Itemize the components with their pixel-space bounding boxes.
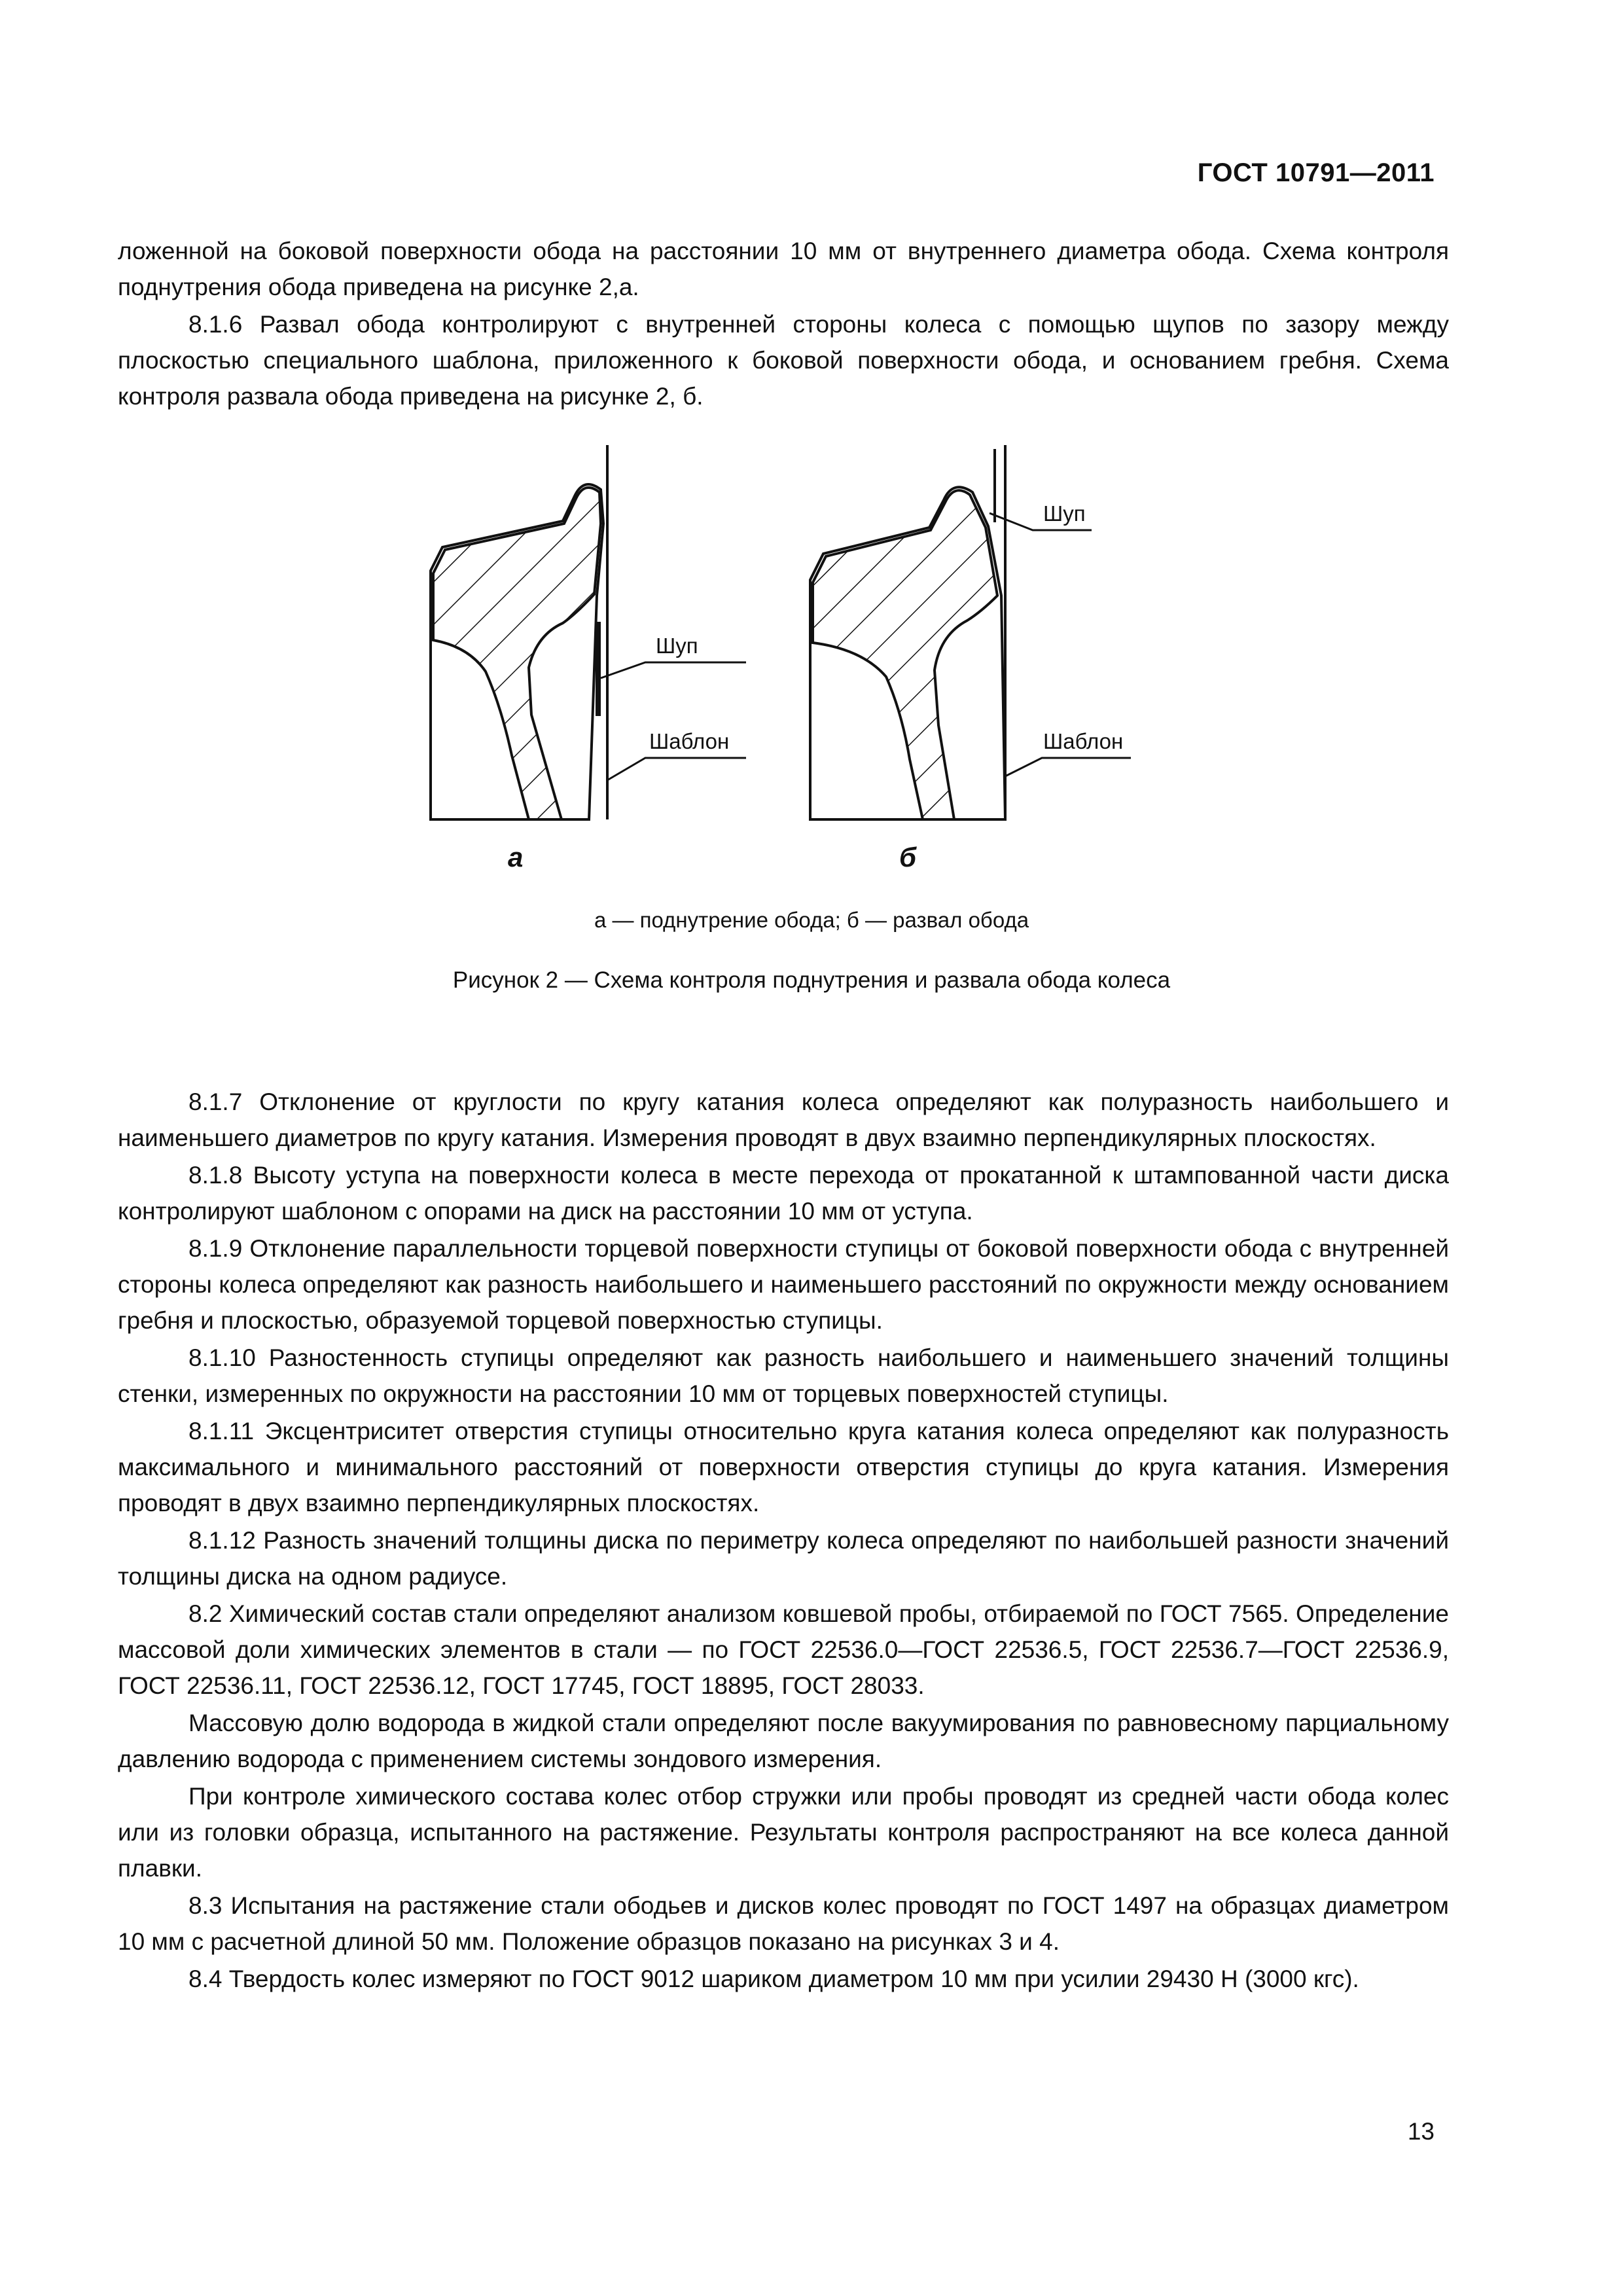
figure-caption: Рисунок 2 — Схема контроля поднутрения и развала обода колеса: [452, 967, 1171, 993]
template-leader-b: [1005, 758, 1131, 776]
paragraph-8-2: 8.2 Химический состав стали определяют анализом ковшевой пробы, отбираемой по ГОСТ 7565. Определение массовой доли химических элементов в стали — по ГОСТ 22536.0—ГОСТ 22536.5, ГОСТ 22536.7—ГОСТ 22536.9, ГОСТ 22536.11, ГОСТ 22536.12, ГОСТ 17745, ГОСТ 18895, ГОСТ 28033.: [118, 1600, 1449, 1699]
probe-leader-a: [601, 662, 746, 678]
rim-section-a: [433, 488, 601, 819]
paragraph-8-1-7: 8.1.7 Отклонение от круглости по кругу катания колеса определяют как полуразность наибольшего и наименьшего диаметров по кругу катания. Измерения проводят в двух взаимно перпендикулярных плоскостях.: [118, 1088, 1449, 1151]
figure-2-drawing: [0, 419, 1623, 877]
standard-header: ГОСТ 10791—2011: [1197, 158, 1435, 187]
paragraph-8-4: 8.4 Твердость колес измеряют по ГОСТ 9012 шариком диаметром 10 мм при усилии 29430 Н (3000 кгс).: [188, 1965, 1359, 1992]
paragraph-chem-control: При контроле химического состава колес отбор стружки или пробы проводят из средней части обода колес или из головки образца, испытанного на растяжение. Результаты контроля распространяют на все колеса данной плавки.: [118, 1783, 1449, 1882]
paragraph-hydrogen: Массовую долю водорода в жидкой стали определяют после вакуумирования по равновесному парциальному давлению водорода с применением системы зондового измерения.: [118, 1710, 1449, 1772]
paragraph-8-1-11: 8.1.11 Эксцентриситет отверстия ступицы относительно круга катания колеса определяют как полуразность максимального и минимального расстояний от поверхности отверстия ступицы до круга катания. Измерения проводят в двух взаимно перпендикулярных плоскостях.: [118, 1418, 1449, 1516]
main-text-block: [118, 1084, 1449, 1997]
drawing-a: [431, 445, 746, 819]
paragraph-8-1-10: 8.1.10 Разностенность ступицы определяют как разность наибольшего и наименьшего значений толщины стенки, измеренных по окружности на расстоянии 10 мм от торцевых поверхностей ступицы.: [118, 1344, 1449, 1407]
figure-2: [0, 419, 1623, 877]
paragraph-8-1-12: 8.1.12 Разность значений толщины диска по периметру колеса определяют по наибольшей разности значений толщины диска на одном радиусе.: [118, 1527, 1449, 1590]
figure-label-a: а: [508, 842, 524, 872]
rim-section-b: [813, 490, 997, 819]
paragraph-8-1-6: 8.1.6 Развал обода контролируют с внутренней стороны колеса с помощью щупов по зазору между плоскостью специального шаблона, приложенного к боковой поверхности обода, и основанием гребня. Схема контроля развала обода приведена на рисунке 2, б.: [118, 311, 1449, 410]
probe-a: [596, 622, 601, 716]
template-callout-a: Шаблон: [649, 729, 730, 753]
probe-callout-a: Шуп: [656, 634, 698, 658]
paragraph-continuation: ложенной на боковой поверхности обода на расстоянии 10 мм от внутреннего диаметра обода. Схема контроля поднутрения обода приведена на рисунке 2,а.: [118, 238, 1449, 300]
figure-legend: а — поднутрение обода; б — развал обода: [594, 908, 1029, 932]
paragraph-8-1-9: 8.1.9 Отклонение параллельности торцевой поверхности ступицы от боковой поверхности обода с внутренней стороны колеса определяют как разность наибольшего и наименьшего расстояний по окружности между основанием гребня и плоскостью, образуемой торцевой поверхностью ступицы.: [118, 1235, 1449, 1334]
paragraph-8-1-8: 8.1.8 Высоту уступа на поверхности колеса в месте перехода от прокатанной к штампованной части диска контролируют шаблоном с опорами на диск на расстоянии 10 мм от уступа.: [118, 1162, 1449, 1225]
paragraph-8-3: 8.3 Испытания на растяжение стали ободьев и дисков колес проводят по ГОСТ 1497 на образцах диаметром 10 мм с расчетной длиной 50 мм. Положение образцов показано на рисунках 3 и 4.: [118, 1892, 1449, 1955]
probe-callout-b: Шуп: [1043, 501, 1086, 526]
template-callout-b: Шаблон: [1043, 729, 1124, 753]
top-text-block: [118, 233, 1449, 414]
figure-label-b: б: [899, 842, 917, 872]
page-number: 13: [1407, 2118, 1435, 2145]
template-leader-a: [607, 758, 746, 780]
